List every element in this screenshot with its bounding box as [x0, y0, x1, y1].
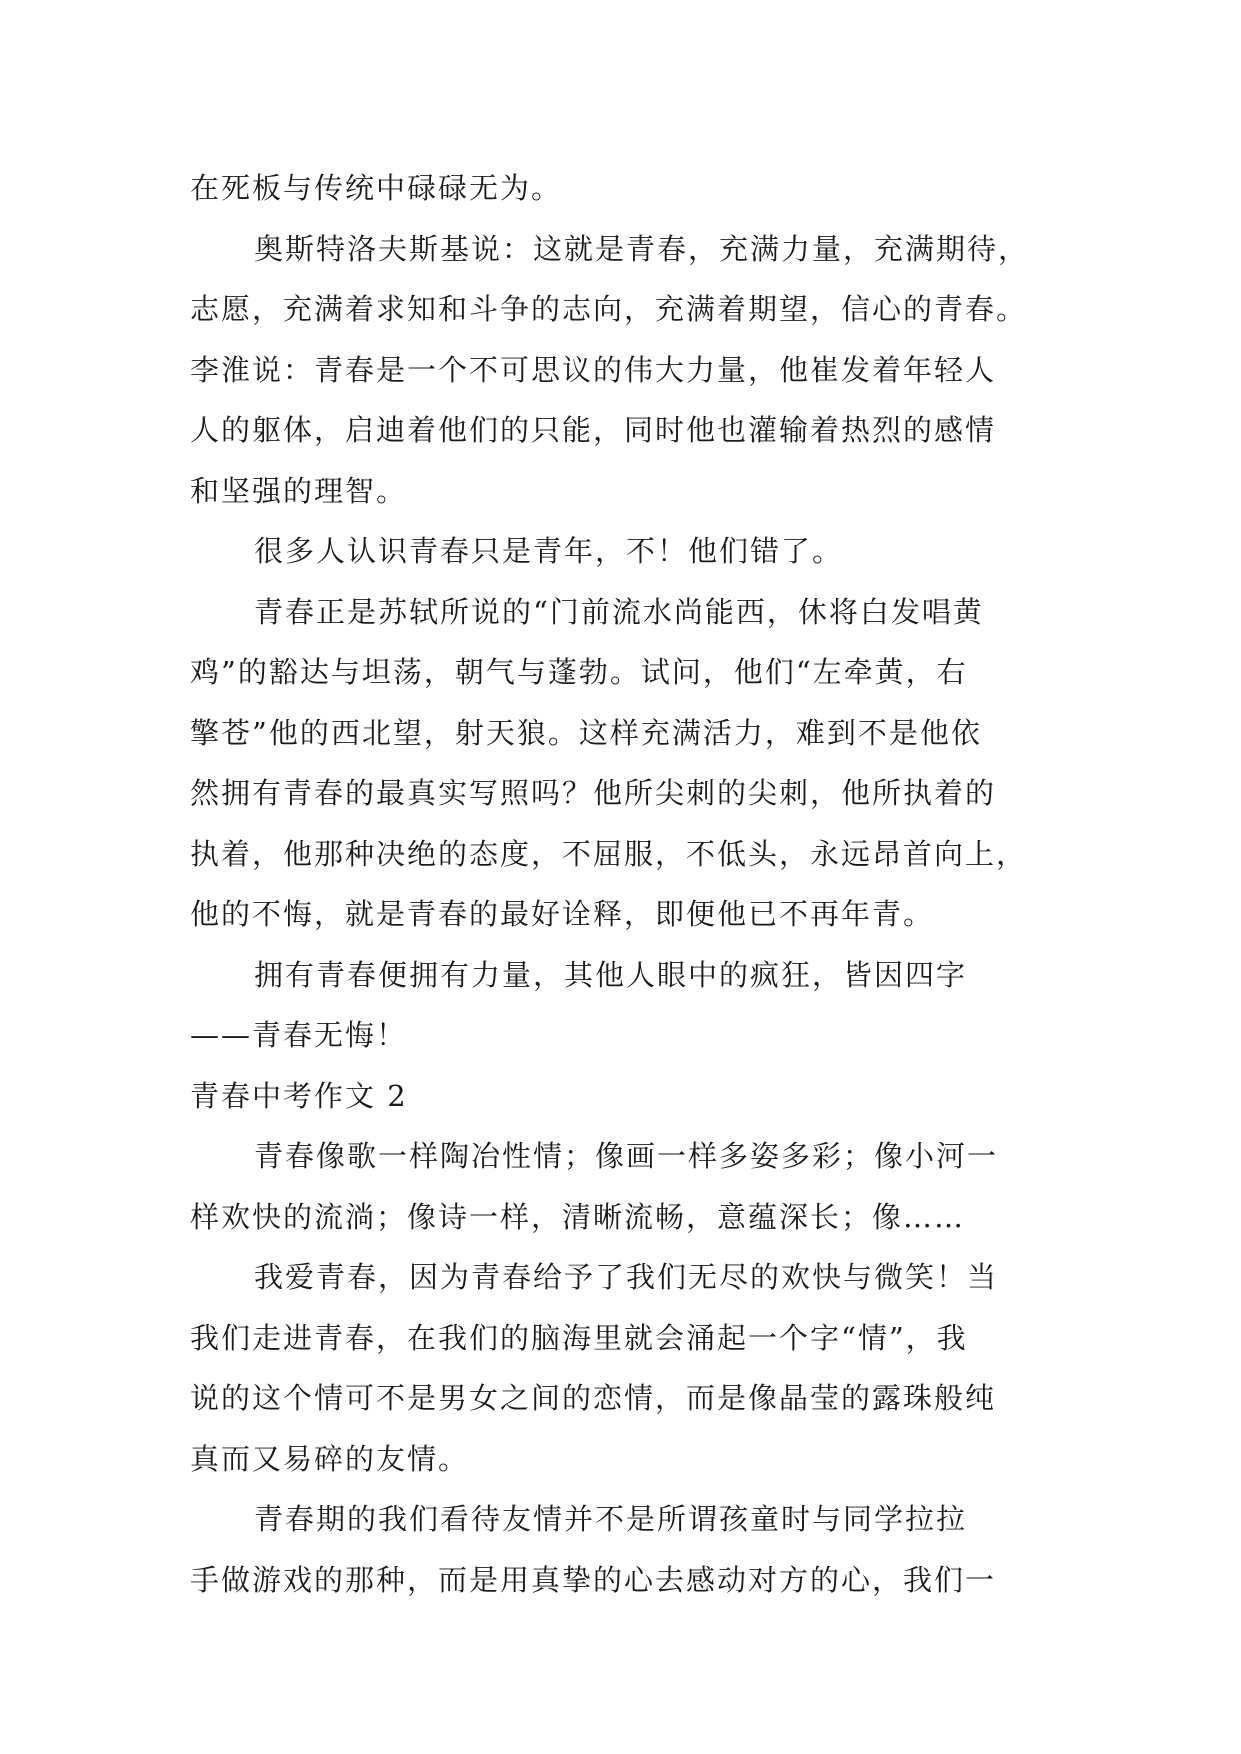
text-line: 拥有青春便拥有力量，其他人眼中的疯狂，皆因四字: [254, 957, 968, 992]
document-body: [190, 158, 1050, 1610]
text-line: 我们走进青春，在我们的脑海里就会涌起一个字“情”，我: [190, 1320, 968, 1355]
section-heading: 青春中考作文 2: [190, 1078, 408, 1113]
text-line: 说的这个情可不是男女之间的恋情，而是像晶莹的露珠般纯: [190, 1381, 997, 1415]
text-line: 很多人认识青春只是青年，不！他们错了。: [254, 534, 844, 568]
text-line: 样欢快的流淌；像诗一样，清晰流畅，意蕴深长；像……: [190, 1199, 966, 1234]
text-line: 青春正是苏轼所说的“门前流水尚能西，休将白发唱黄: [254, 594, 984, 629]
text-line: 和坚强的理智。: [190, 473, 408, 508]
text-line: 我爱青春，因为青春给予了我们无尽的欢快与微笑！当: [254, 1260, 999, 1294]
text-line: 人的躯体，启迪着他们的只能，同时他也灌输着热烈的感情: [190, 413, 997, 447]
text-line: 鸡”的豁达与坦荡，朝气与蓬勃。试问，他们“左牵黄，右: [190, 655, 968, 689]
text-line: 在死板与传统中碌碌无为。: [190, 171, 563, 205]
text-line: 青春像歌一样陶冶性情；像画一样多姿多彩；像小河一: [254, 1139, 999, 1173]
text-line: 李淮说：青春是一个不可思议的伟大力量，他崔发着年轻人: [190, 352, 997, 387]
text-line: 然拥有青春的最真实写照吗？他所尖刺的尖刺，他所执着的: [190, 776, 997, 810]
text-line: 奥斯特洛夫斯基说：这就是青春，充满力量，充满期待，: [254, 231, 1030, 266]
text-line: 志愿，充满着求知和斗争的志向，充满着期望，信心的青春。: [190, 292, 1028, 326]
text-line: ——青春无悔！: [190, 1018, 408, 1052]
text-line: 他的不悔，就是青春的最好诠释，即便他已不再年青。: [190, 897, 935, 931]
text-line: 青春期的我们看待友情并不是所谓孩童时与同学拉拉: [254, 1502, 968, 1536]
text-line: 执着，他那种决绝的态度，不屈服，不低头，永远昂首向上，: [190, 836, 1028, 871]
text-line: 手做游戏的那种，而是用真挚的心去感动对方的心，我们一: [190, 1562, 997, 1597]
text-line: 擎苍”他的西北望，射天狼。这样充满活力，难到不是他依: [190, 715, 982, 750]
text-line: 真而又易碎的友情。: [190, 1441, 470, 1476]
